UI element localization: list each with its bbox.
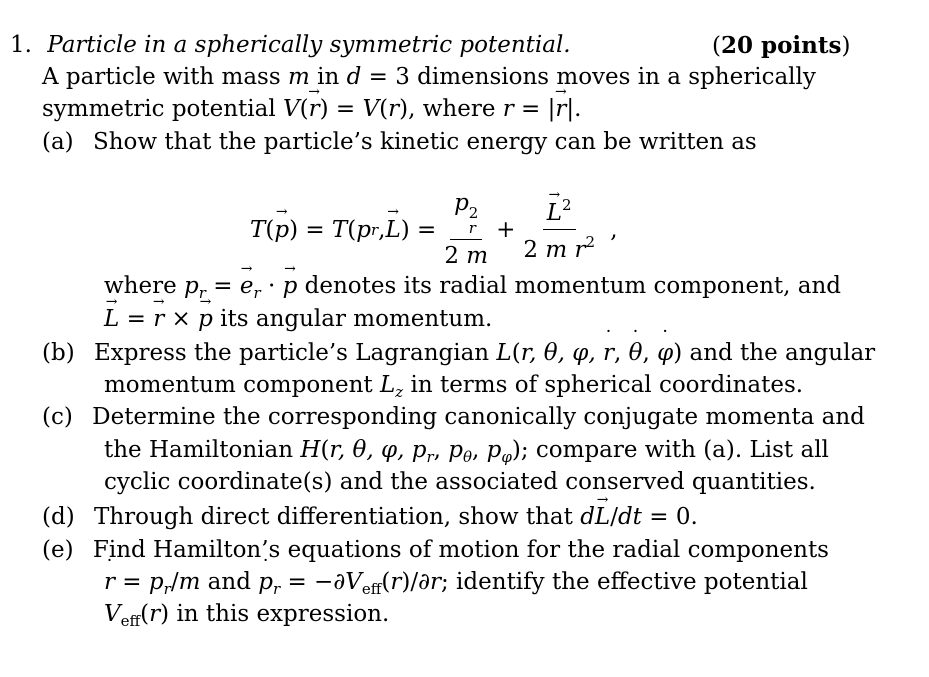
part-c-line-2: the Hamiltonian H(r, θ, φ, $p_r$, $p_\theta$, $p_\varphi$); compare with (a). List all (104, 437, 829, 466)
part-b-line-1: (b) Express the particle’s Lagrangian L(r, θ, φ, ˙ r, ˙ θ, ˙ φ) and the angular (42, 342, 875, 365)
part-a-label: (a) (42, 129, 74, 155)
part-c-text-1: Determine the corresponding canonically conjugate momenta and (92, 404, 865, 430)
part-a (42, 131, 757, 154)
kinetic-energy-equation: T ( → p ) = T ( p r , → L ) = p 2 r 2 m + → $\frac{L^2}{2 m r^2}$ , (250, 190, 618, 269)
intro-line-2: symmetric potential V(→ r) = V(r), where r = |→ r|. (42, 98, 581, 121)
part-a-text: Show that the particle’s kinetic energy can be written as (92, 129, 757, 155)
part-d-label: (d) (42, 504, 75, 530)
points-value: 20 points (720, 32, 842, 59)
part-e-text-1: Find Hamilton’s equations of motion for the radial components (92, 537, 829, 563)
problem-header (10, 34, 571, 57)
part-e-line-2: ˙ $r = p_r/m$ and ˙ $p_r = -\partial V_{eff}(r)/\partial r$; identify the effective potential (104, 571, 808, 597)
part-d-line-1: (d) Through direct differentiation, show that d→ L/dt = 0. (42, 506, 698, 529)
part-c-text-3: cyclic coordinate(s) and the associated conserved quantities. (104, 469, 816, 495)
fraction-radial: p 2 r 2 m (444, 190, 489, 269)
part-e-line-1 (42, 539, 829, 562)
problem-title: Particle in a spherically symmetric potential. (47, 32, 571, 58)
intro-line-1: A particle with mass m in d = 3 dimensions moves in a spherically (42, 64, 816, 90)
part-a-after-2: → L = → r × → p its angular momentum. (104, 308, 492, 331)
fraction-angular: → $\frac{L^2}{2 m r^2}$ (519, 196, 599, 263)
problem-number: 1. (10, 32, 32, 58)
part-a-after-1: where $p_r$ = → $e_r$ · → p denotes its radial momentum component, and (104, 275, 841, 301)
part-e-line-3: $V_{eff}(r)$ in this expression. (104, 601, 390, 630)
part-b-label: (b) (42, 340, 75, 366)
part-b-line-2: momentum component $L_z$ in terms of spherical coordinates. (104, 372, 804, 401)
part-e-label: (e) (42, 537, 74, 563)
part-c-line-1 (42, 406, 865, 429)
part-c-line-3 (104, 471, 816, 494)
part-c-label: (c) (42, 404, 73, 430)
points-label: (20 points) (712, 32, 851, 59)
